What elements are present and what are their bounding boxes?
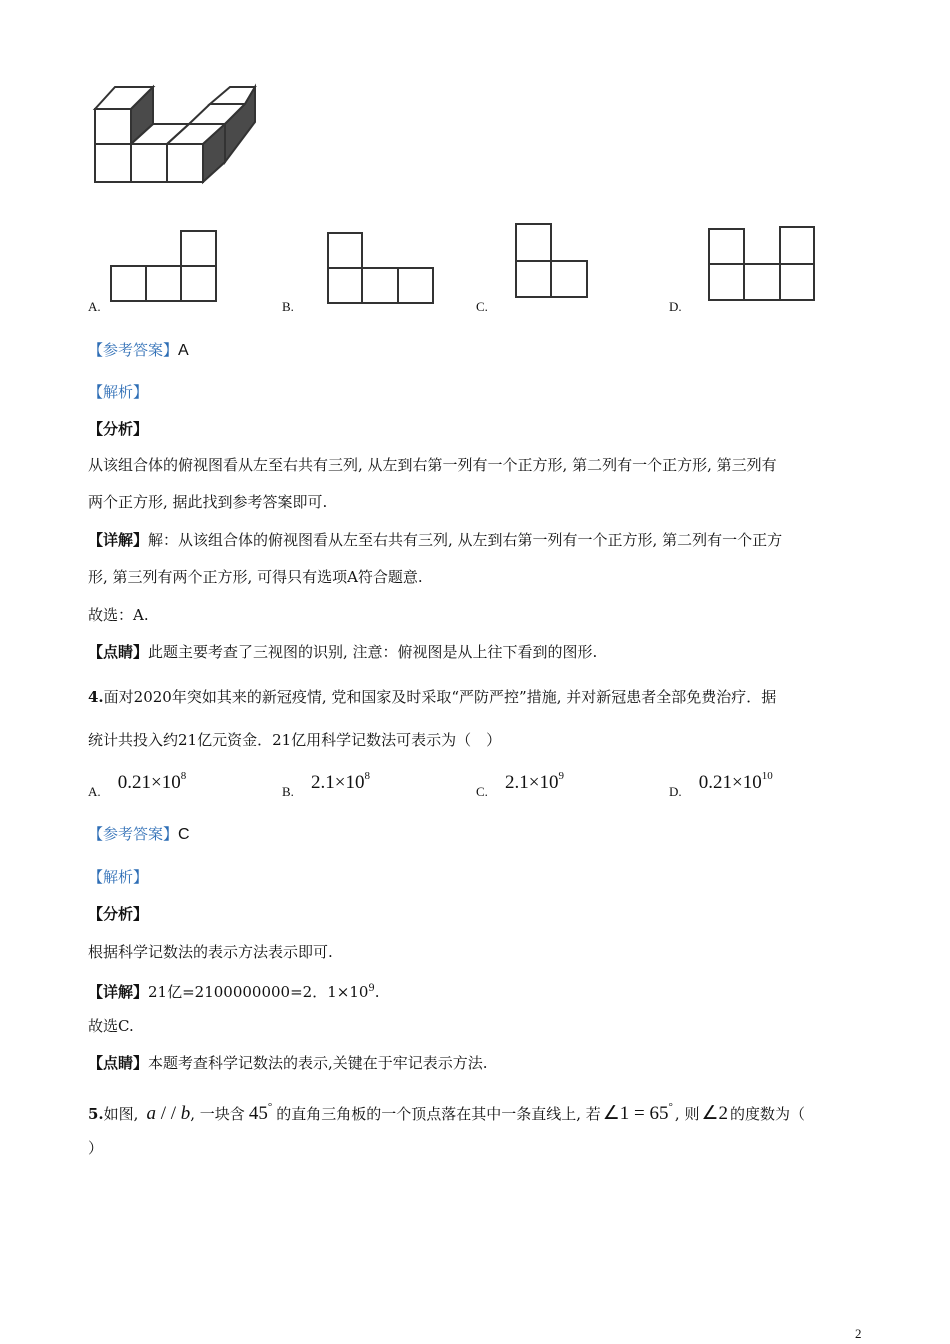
q4-dianjing: 【点睛】本题考查科学记数法的表示,关键在于牢记表示方法.	[88, 1054, 488, 1072]
q4-jiexi: 【解析】	[88, 868, 149, 886]
q3-option-b-label: B.	[282, 299, 294, 314]
q3-answer: 【参考答案】A	[88, 341, 189, 359]
q4-answer: 【参考答案】C	[88, 825, 190, 843]
q4-option-a: $_{A.}$ $0.21\times 10^8$	[88, 770, 187, 799]
q3-jiexi: 【解析】	[88, 383, 149, 401]
q4-fenxi: 【分析】	[88, 905, 149, 923]
option-b-figure	[326, 231, 438, 306]
q3-option-d-label: D.	[669, 299, 682, 314]
q4-option-c: $_{C.}$ $2.1\times 10^9$	[476, 770, 564, 799]
q3-fenxi: 【分析】	[88, 420, 149, 438]
option-a-figure	[110, 229, 220, 304]
page-number: 2	[855, 1326, 862, 1341]
q3-choose: 故选：A.	[88, 606, 149, 624]
q4-choose: 故选C.	[88, 1017, 134, 1035]
q4-option-d: $_{D.}$ $0.21\times 10^{10}$	[669, 770, 773, 799]
q3-option-c-label: C.	[476, 299, 488, 314]
q5-stem-line1: 5.如图, a / / b, 一块含 45° 的直角三角板的一个顶点落在其中一条直线上, 若 ∠1 = 65° , 则 ∠2 的度数为（	[88, 1101, 806, 1124]
option-d-figure	[706, 224, 818, 304]
option-c-figure	[514, 222, 594, 302]
q3-dianjing: 【点睛】此题主要考查了三视图的识别, 注意：俯视图是从上往下看到的图形.	[88, 643, 598, 661]
q4-option-b: $_{B.}$ $2.1\times 10^8$	[282, 770, 370, 799]
q3-analysis-line1: 从该组合体的俯视图看从左至右共有三列, 从左到右第一列有一个正方形, 第二列有一个正方形, 第三列有	[88, 456, 777, 474]
solid-figure	[90, 82, 260, 186]
q3-option-a-label: A.	[88, 299, 101, 314]
q5-stem-line2: ）	[88, 1139, 104, 1157]
q3-analysis-line2: 两个正方形, 据此找到参考答案即可.	[88, 493, 328, 511]
q4-analysis: 根据科学记数法的表示方法表示即可.	[88, 943, 333, 961]
q3-detail-line2: 形, 第三列有两个正方形, 可得只有选项A符合题意.	[88, 568, 423, 586]
q4-stem-line1: 4.面对2020年突如其来的新冠疫情, 党和国家及时采取“严防严控”措施, 并对新冠患者全部免费治疗．据	[88, 688, 777, 706]
q4-detail: 【详解】21亿=2100000000=2．$1\times 10^9$.	[88, 983, 380, 1001]
q3-detail-line1: 【详解】解：从该组合体的俯视图看从左至右共有三列, 从左到右第一列有一个正方形, 第二列有一个正方	[88, 531, 783, 549]
q4-stem-line2: 统计共投入约21亿元资金．21亿用科学记数法可表示为（ ）	[88, 731, 502, 749]
